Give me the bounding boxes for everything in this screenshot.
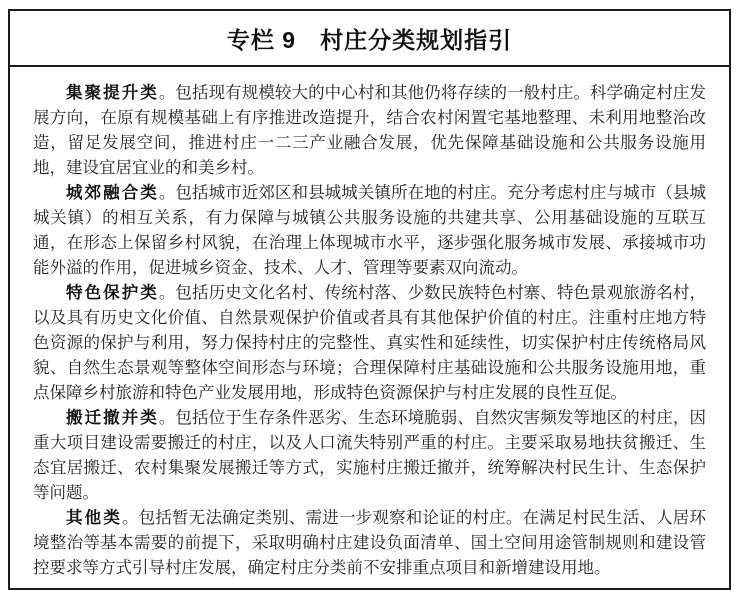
category-text-other: 。包括暂无法确定类别、需进一步观察和论证的村庄。在满足村民生活、人居环境整治等基本需要的前提下，采取明确村庄建设负面清单、国土空间用途管制规则和建设管控要求等方式引导村庄发展，确定村庄分类前不安排重点项目和新增建设用地。 — [33, 508, 706, 577]
category-label-suburban-integration: 城郊融合类 — [66, 183, 159, 202]
category-text-characteristic-protection: 。包括历史文化名村、传统村落、少数民族特色村寨、特色景观旅游名村，以及具有历史文化价值、自然景观保护价值或者具有其他保护价值的村庄。注重村庄地方特色资源的保护与利用，努力保持村庄的完整性、真实性和延续性，切实保护村庄传统格局风貌、自然生态景观等整体空间形态与环境；合理保障村庄基础设施和公共服务设施用地，重点保障乡村旅游和特色产业发展用地，形成特色资源保护与村庄发展的良性互促。 — [33, 283, 707, 402]
paragraph-suburban-integration — [33, 180, 706, 280]
paragraph-cluster-improvement — [33, 80, 706, 180]
panel-title-band — [10, 11, 729, 67]
category-text-cluster-improvement: 。包括现有规模较大的中心村和其他仍将存续的一般村庄。科学确定村庄发展方向，在原有规模基础上有序推进改造提升，结合农村闲置宅基地整理、未利用地整治改造，留足发展空间，推进村庄一二三产业融合发展，优先保障基础设施和公共服务设施用地，建设宜居宜业的和美乡村。 — [33, 83, 707, 177]
column-9-panel — [8, 9, 731, 590]
panel-body — [10, 67, 729, 596]
category-label-cluster-improvement: 集聚提升类 — [66, 83, 159, 102]
category-label-characteristic-protection: 特色保护类 — [66, 283, 159, 302]
paragraph-other — [33, 505, 706, 580]
category-text-suburban-integration: 。包括城市近郊区和县城城关镇所在地的村庄。充分考虑村庄与城市（县城城关镇）的相互关系，有力保障与城镇公共服务设施的共建共享、公用基础设施的互联互通，在形态上保留乡村风貌，在治理上体现城市水平，逐步强化服务城市发展、承接城市功能外溢的作用，促进城乡资金、技术、人才、管理等要素双向流动。 — [33, 183, 707, 277]
paragraph-characteristic-protection — [33, 280, 706, 405]
panel-title: 专栏 9 村庄分类规划指引 — [226, 27, 513, 53]
category-label-relocation-merger: 搬迁撤并类 — [66, 408, 159, 427]
paragraph-relocation-merger — [33, 405, 706, 505]
category-label-other: 其他类 — [66, 508, 123, 527]
category-text-relocation-merger: 。包括位于生存条件恶劣、生态环境脆弱、自然灾害频发等地区的村庄，因重大项目建设需要搬迁的村庄，以及人口流失特别严重的村庄。主要采取易地扶贫搬迁、生态宜居搬迁、农村集聚发展搬迁等方式，实施村庄搬迁撤并，统筹解决村民生计、生态保护等问题。 — [33, 408, 707, 502]
